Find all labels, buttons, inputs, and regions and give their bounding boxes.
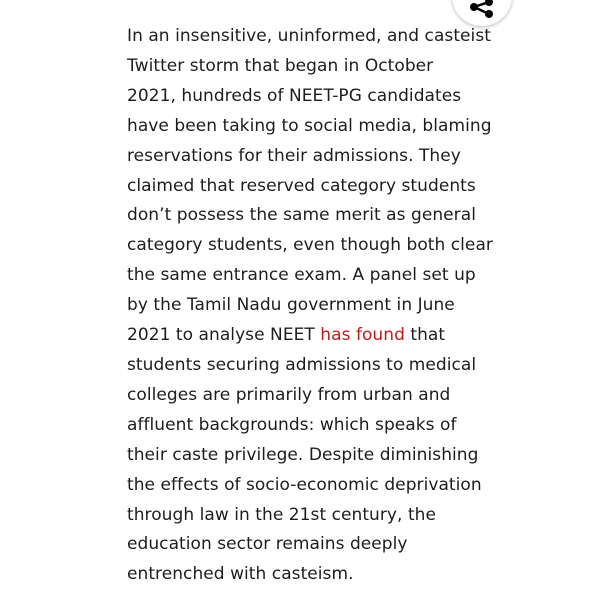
article-line: through law in the 21st century, the [127,504,436,525]
share-icon [470,0,494,20]
article-line: category students, even though both clear [127,235,493,256]
article-line: education sector remains deeply [127,534,408,555]
article-line: colleges are primarily from urban and [127,384,451,405]
article-line: In an insensitive, uninformed, and casteist [127,26,491,46]
article-line-with-link [127,321,512,351]
has-found-link[interactable]: has found [320,325,405,346]
article-line: don’t possess the same merit as general [127,205,476,226]
article-text: that [404,325,446,346]
article-line: their caste privilege. Despite diminishing [127,444,479,465]
article-line: Twitter storm that began in October [127,55,434,76]
article-line: reservations for their admissions. They [127,145,461,166]
article-line: students securing admissions to medical [127,354,477,375]
article-line: the same entrance exam. A panel set up [127,265,476,286]
article-line: the effects of socio-economic deprivation [127,474,482,495]
article-line: have been taking to social media, blaming [127,115,492,136]
article-line: by the Tamil Nadu government in June [127,295,455,316]
article-line: 2021, hundreds of NEET-PG candidates [127,85,462,106]
article-paragraph [127,22,512,590]
article-line: claimed that reserved category students [127,175,476,196]
article-line: affluent backgrounds: which speaks of [127,414,457,435]
article-text: 2021 to analyse NEET [127,325,321,346]
article-line: entrenched with casteism. [127,564,354,585]
